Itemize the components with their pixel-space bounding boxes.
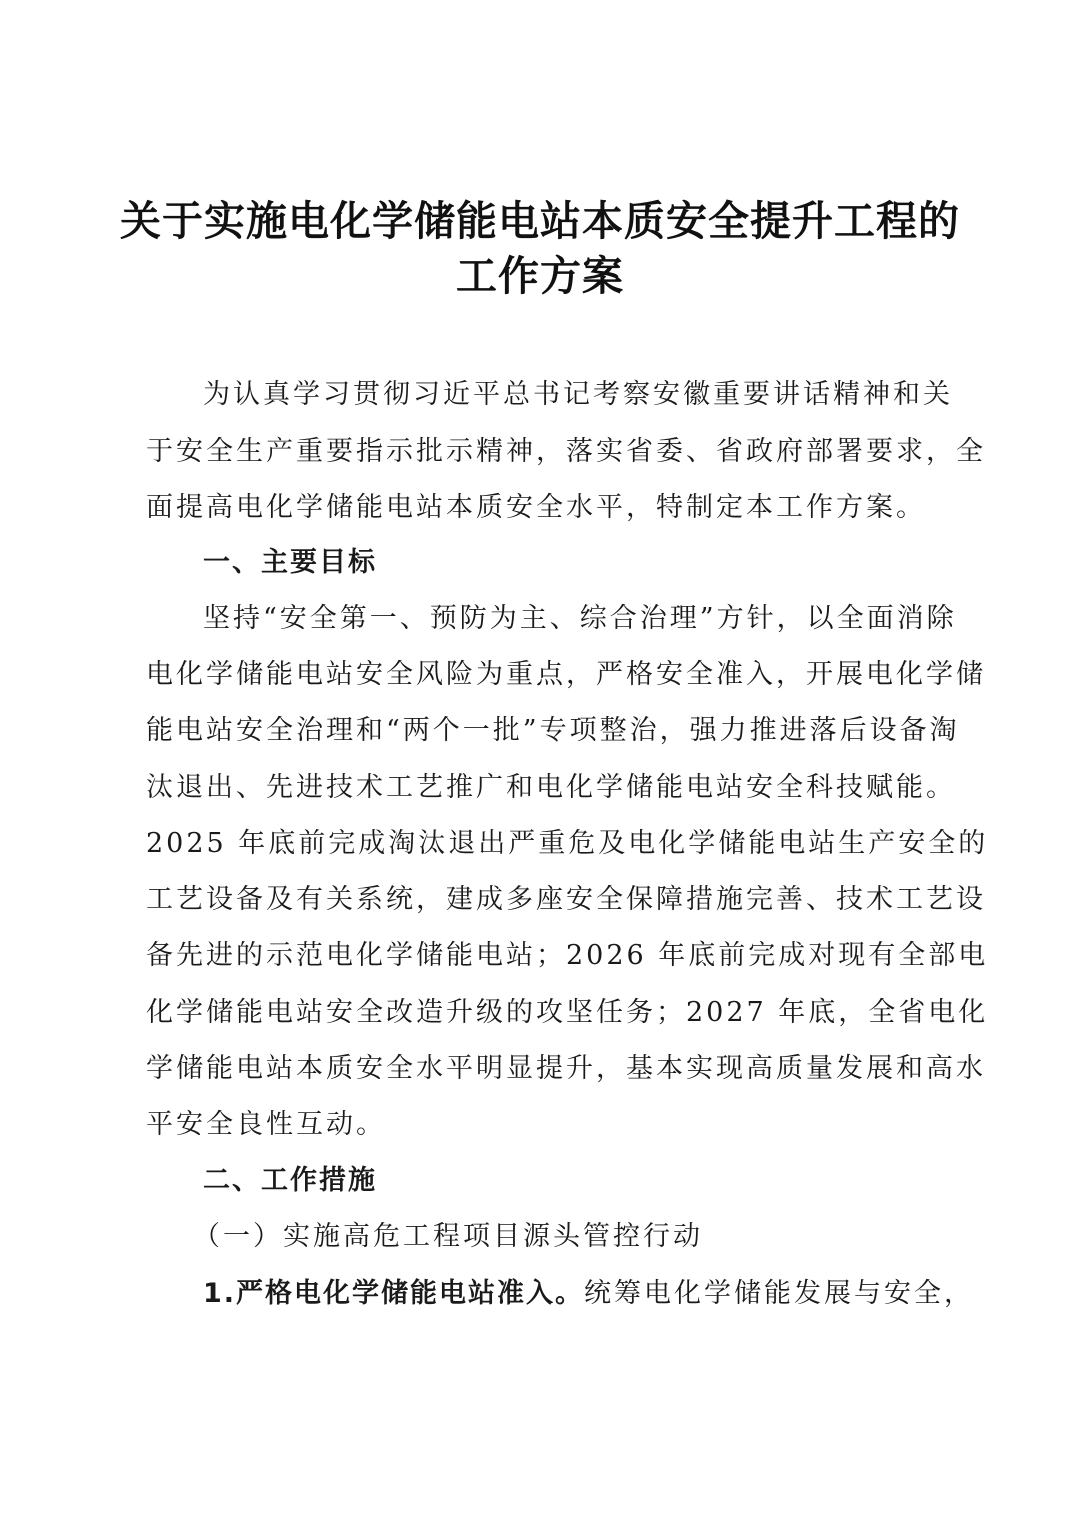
document-title-line-2: 工作方案 bbox=[456, 252, 624, 300]
section1-paragraph-line: 2025 年底前完成淘汰退出严重危及电化学储能电站生产安全的 bbox=[146, 828, 989, 859]
section1-paragraph-line: 平安全良性互动。 bbox=[146, 1109, 386, 1140]
section1-paragraph-line: 学储能电站本质安全水平明显提升，基本实现高质量发展和高水 bbox=[146, 1053, 986, 1084]
item-1-text: 统筹电化学储能发展与安全， bbox=[584, 1278, 975, 1309]
section1-paragraph-line: 电化学储能电站安全风险为重点，严格安全准入，开展电化学储 bbox=[146, 659, 986, 690]
section1-paragraph-line: 坚持“安全第一、预防为主、综合治理”方针，以全面消除 bbox=[203, 603, 957, 634]
section1-paragraph-line: 汰退出、先进技术工艺推广和电化学储能电站安全科技赋能。 bbox=[146, 772, 956, 803]
section1-paragraph-line: 工艺设备及有关系统，建成多座安全保障措施完善、技术工艺设 bbox=[146, 884, 986, 915]
section-heading-main-goals: 一、主要目标 bbox=[203, 547, 377, 578]
section1-paragraph-line: 备先进的示范电化学储能电站；2026 年底前完成对现有全部电 bbox=[146, 940, 989, 971]
item-1-line bbox=[203, 1266, 975, 1322]
document-title-line-1: 关于实施电化学储能电站本质安全提升工程的 bbox=[120, 197, 960, 245]
section1-paragraph-line: 化学储能电站安全改造升级的攻坚任务；2027 年底，全省电化 bbox=[146, 997, 989, 1028]
intro-paragraph-line: 于安全生产重要指示批示精神，落实省委、省政府部署要求，全 bbox=[146, 436, 986, 467]
section-heading-work-measures: 二、工作措施 bbox=[203, 1165, 377, 1196]
section1-paragraph-line: 能电站安全治理和“两个一批”专项整治，强力推进落后设备淘 bbox=[146, 715, 960, 746]
subsection-heading: （一）实施高危工程项目源头管控行动 bbox=[193, 1221, 703, 1252]
item-1-lead: 1.严格电化学储能电站准入。 bbox=[203, 1278, 585, 1309]
intro-paragraph-line: 面提高电化学储能电站本质安全水平，特制定本工作方案。 bbox=[146, 492, 926, 523]
intro-paragraph-line: 为认真学习贯彻习近平总书记考察安徽重要讲话精神和关 bbox=[203, 379, 953, 410]
